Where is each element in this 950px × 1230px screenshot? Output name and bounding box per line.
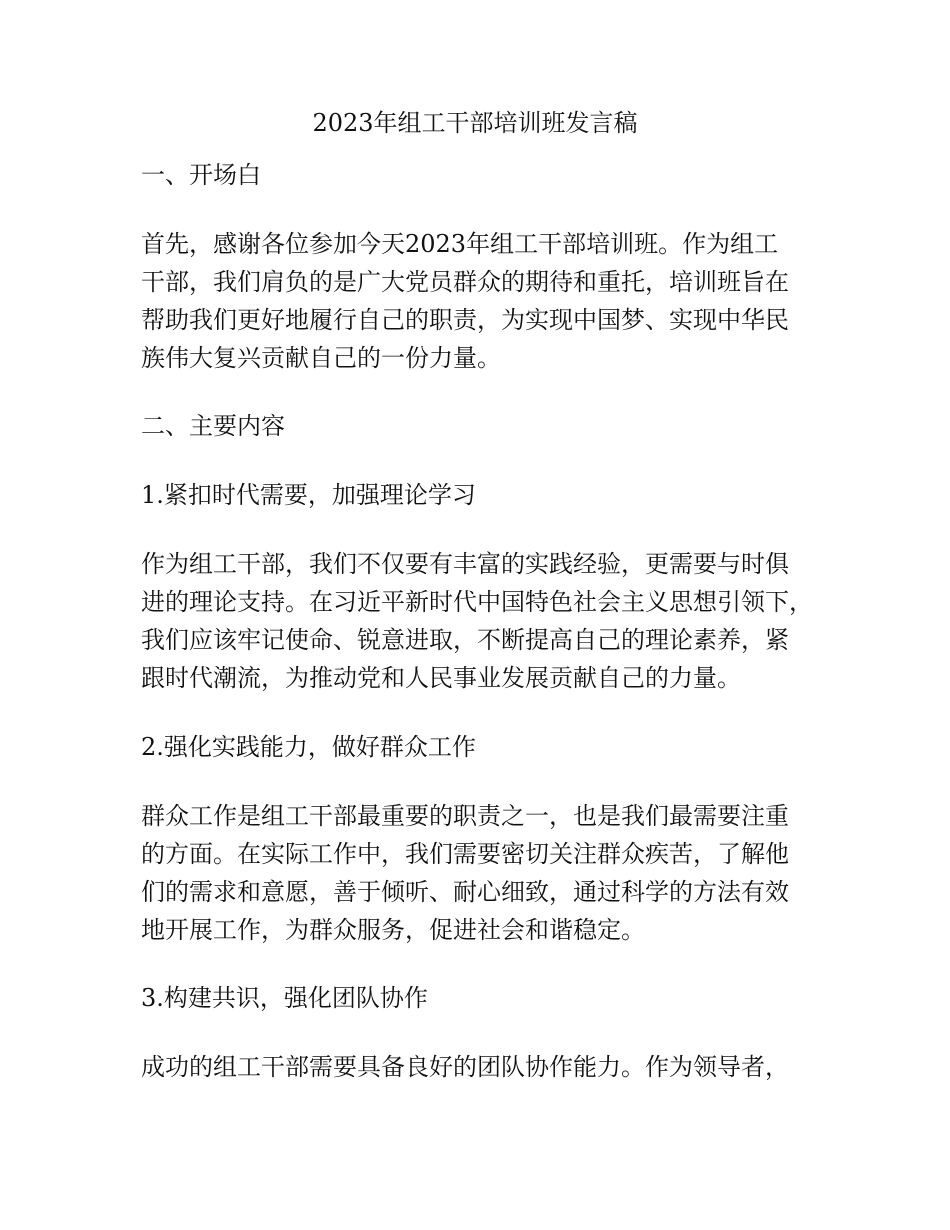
document-title: 2023年组工干部培训班发言稿 [312, 109, 638, 137]
paragraph-line: 帮助我们更好地履行自己的职责，为实现中国梦、实现中华民 [141, 306, 789, 334]
paragraph-line: 的方面。在实际工作中，我们需要密切关注群众疾苦，了解他 [141, 840, 789, 868]
paragraph-line: 进的理论支持。在习近平新时代中国特色社会主义思想引领下， [141, 588, 813, 616]
paragraph-line: 族伟大复兴贡献自己的一份力量。 [141, 344, 501, 372]
paragraph-line: 干部，我们肩负的是广大党员群众的期待和重托，培训班旨在 [141, 268, 789, 296]
section-heading-opening: 一、开场白 [141, 161, 261, 189]
paragraph-line: 群众工作是组工干部最重要的职责之一，也是我们最需要注重 [141, 802, 789, 830]
paragraph-line: 地开展工作，为群众服务，促进社会和谐稳定。 [141, 916, 645, 944]
paragraph-line: 首先，感谢各位参加今天2023年组工干部培训班。作为组工 [141, 230, 779, 258]
paragraph-line: 成功的组工干部需要具备良好的团队协作能力。作为领导者， [141, 1053, 789, 1081]
subsection-heading-1: 1.紧扣时代需要，加强理论学习 [141, 481, 476, 509]
subsection-heading-2: 2.强化实践能力，做好群众工作 [141, 733, 476, 761]
section-heading-main-content: 二、主要内容 [141, 412, 285, 440]
paragraph-line: 作为组工干部，我们不仅要有丰富的实践经验，更需要与时俱 [141, 550, 789, 578]
subsection-heading-3: 3.构建共识，强化团队协作 [141, 984, 428, 1012]
paragraph-line: 跟时代潮流，为推动党和人民事业发展贡献自己的力量。 [141, 664, 741, 692]
paragraph-line: 们的需求和意愿，善于倾听、耐心细致，通过科学的方法有效 [141, 878, 789, 906]
paragraph-line: 我们应该牢记使命、锐意进取，不断提高自己的理论素养，紧 [141, 626, 789, 654]
